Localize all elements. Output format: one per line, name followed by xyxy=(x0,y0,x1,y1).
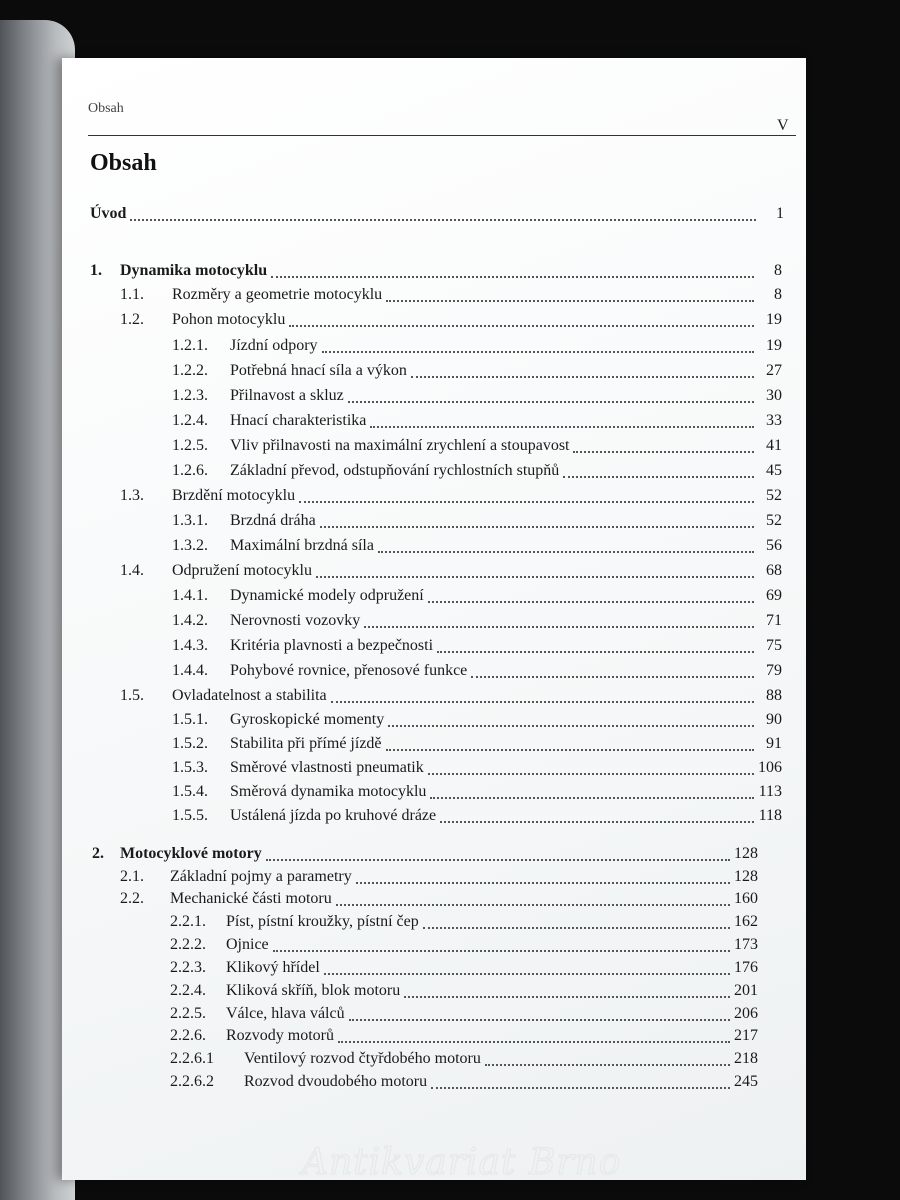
toc-entry-page: 217 xyxy=(734,1027,758,1044)
toc-entry xyxy=(172,807,782,829)
toc-entry xyxy=(172,437,782,459)
dot-leader xyxy=(370,425,754,428)
toc-entry-page: 71 xyxy=(766,612,782,629)
toc-entry-number: 1.5.1. xyxy=(172,711,208,728)
toc-entry xyxy=(120,687,782,709)
toc-entry-number: 2.2.6.1 xyxy=(170,1050,214,1067)
toc-entry xyxy=(172,662,782,684)
toc-entry-title: Směrové vlastnosti pneumatik xyxy=(230,759,424,776)
toc-entry-page: 218 xyxy=(734,1050,758,1067)
toc-entry-number: 1.3.1. xyxy=(172,512,208,529)
dot-leader xyxy=(324,972,730,975)
toc-entry-title: Maximální brzdná síla xyxy=(230,537,374,554)
toc-entry xyxy=(170,1050,758,1072)
toc-entry-title: Směrová dynamika motocyklu xyxy=(230,783,427,800)
toc-entry-title: Motocyklové motory xyxy=(120,845,262,862)
toc-entry-title: Jízdní odpory xyxy=(230,337,318,354)
toc-entry-page: 56 xyxy=(766,537,782,554)
toc-entry-number: 2. xyxy=(92,845,104,862)
dot-leader xyxy=(130,218,756,221)
toc-entry-title: Nerovnosti vozovky xyxy=(230,612,361,629)
dot-leader xyxy=(386,299,754,302)
toc-entry-title: Úvod xyxy=(90,205,127,222)
toc-entry-page: 75 xyxy=(766,637,782,654)
toc-entry-number: 2.2.5. xyxy=(170,1005,206,1022)
toc-entry-number: 1.2.3. xyxy=(172,387,208,404)
toc-entry-page: 118 xyxy=(758,807,782,824)
dot-leader xyxy=(378,550,754,553)
toc-entry xyxy=(170,913,758,935)
toc-entry-page: 173 xyxy=(734,936,758,953)
toc-entry-page: 33 xyxy=(766,412,782,429)
toc-entry-title: Kliková skříň, blok motoru xyxy=(226,982,401,999)
dot-leader xyxy=(428,600,754,603)
toc-entry-number: 1.4.3. xyxy=(172,637,208,654)
toc-entry-title: Klikový hřídel xyxy=(226,959,320,976)
dot-leader xyxy=(271,275,754,278)
toc-entry-number: 1.2.6. xyxy=(172,462,208,479)
dot-leader xyxy=(404,995,730,998)
dot-leader xyxy=(299,500,754,503)
toc-entry-number: 2.2.1. xyxy=(170,913,206,930)
toc-entry-number: 2.1. xyxy=(120,868,144,885)
toc-entry-number: 1.2.2. xyxy=(172,362,208,379)
dot-leader xyxy=(316,575,754,578)
toc-entry xyxy=(172,362,782,384)
toc-entry-number: 2.2.2. xyxy=(170,936,206,953)
dot-leader xyxy=(431,1086,730,1089)
toc-entry-title: Ustálená jízda po kruhové dráze xyxy=(230,807,437,824)
toc-entry-page: 8 xyxy=(774,286,782,303)
dot-leader xyxy=(322,350,754,353)
dot-leader xyxy=(437,650,754,653)
toc-entry-title: Píst, pístní kroužky, pístní čep xyxy=(226,913,419,930)
toc-entry-number: 1.3.2. xyxy=(172,537,208,554)
toc-entry-page: 52 xyxy=(766,512,782,529)
toc-entry-title: Gyroskopické momenty xyxy=(230,711,385,728)
toc-entry-page: 245 xyxy=(734,1073,758,1090)
dot-leader xyxy=(349,1018,730,1021)
dot-leader xyxy=(423,926,730,929)
toc-entry-chapter-2 xyxy=(92,845,758,867)
dot-leader xyxy=(289,324,754,327)
dot-leader xyxy=(336,903,730,906)
toc-entry-title: Pohon motocyklu xyxy=(172,311,286,328)
running-head: Obsah xyxy=(88,101,124,116)
dot-leader xyxy=(411,375,754,378)
page-number: V xyxy=(777,117,789,134)
toc-entry-page: 128 xyxy=(734,868,758,885)
toc-entry-title: Základní převod, odstupňování rychlostních stupňů xyxy=(230,462,560,479)
toc-entry-title: Pohybové rovnice, přenosové funkce xyxy=(230,662,468,679)
toc-entry-number: 1.5.2. xyxy=(172,735,208,752)
toc-entry-number: 1.1. xyxy=(120,286,144,303)
toc-entry-page: 128 xyxy=(734,845,758,862)
toc-entry-page: 8 xyxy=(774,262,782,279)
dot-leader xyxy=(348,400,754,403)
toc-entry-number: 1.2.5. xyxy=(172,437,208,454)
toc-entry-page: 160 xyxy=(734,890,758,907)
toc-entry-title: Válce, hlava válců xyxy=(226,1005,345,1022)
toc-entry xyxy=(172,462,782,484)
toc-entry xyxy=(172,783,782,805)
dot-leader xyxy=(356,881,730,884)
toc-entry-page: 19 xyxy=(766,337,782,354)
dot-leader xyxy=(266,858,730,861)
toc-entry-page: 69 xyxy=(766,587,782,604)
toc-entry-page: 52 xyxy=(766,487,782,504)
toc-entry-page: 201 xyxy=(734,982,758,999)
toc-entry-page: 79 xyxy=(766,662,782,679)
toc-entry xyxy=(172,759,782,781)
dot-leader xyxy=(485,1063,730,1066)
toc-entry-number: 1.4.1. xyxy=(172,587,208,604)
toc-entry-page: 113 xyxy=(758,783,782,800)
toc-entry-number: 1.5.3. xyxy=(172,759,208,776)
toc-entry-title: Ovladatelnost a stabilita xyxy=(172,687,327,704)
toc-entry-title: Dynamické modely odpružení xyxy=(230,587,424,604)
toc-entry-title: Hnací charakteristika xyxy=(230,412,367,429)
dot-leader xyxy=(573,450,754,453)
toc-entry-number: 1.2.4. xyxy=(172,412,208,429)
toc-entry-number: 1.2. xyxy=(120,311,144,328)
toc-entry-number: 1. xyxy=(90,262,102,279)
toc-entry-title: Odpružení motocyklu xyxy=(172,562,312,579)
toc-entry-number: 2.2.6.2 xyxy=(170,1073,214,1090)
toc-entry-title: Kritéria plavnosti a bezpečnosti xyxy=(230,637,434,654)
toc-entry-title: Rozvody motorů xyxy=(226,1027,334,1044)
dot-leader xyxy=(471,675,754,678)
toc-entry xyxy=(172,537,782,559)
toc-entry xyxy=(120,311,782,333)
dot-leader xyxy=(440,820,754,823)
dot-leader xyxy=(364,625,754,628)
toc-entry-number: 2.2.4. xyxy=(170,982,206,999)
dot-leader xyxy=(428,772,754,775)
toc-entry-title: Brzdná dráha xyxy=(230,512,316,529)
toc-entry xyxy=(172,412,782,434)
toc-entry-page: 41 xyxy=(766,437,782,454)
toc-entry-number: 1.4. xyxy=(120,562,144,579)
dot-leader xyxy=(331,700,754,703)
toc-entry xyxy=(172,735,782,757)
dot-leader xyxy=(563,475,754,478)
toc-entry-number: 2.2.6. xyxy=(170,1027,206,1044)
toc-entry-title: Ventilový rozvod čtyřdobého motoru xyxy=(244,1050,481,1067)
toc-entry-number: 1.4.2. xyxy=(172,612,208,629)
toc-entry-page: 206 xyxy=(734,1005,758,1022)
toc-entry-chapter-1 xyxy=(90,262,782,284)
toc-entry xyxy=(172,337,782,359)
toc-entry-page: 90 xyxy=(766,711,782,728)
toc-entry-page: 45 xyxy=(766,462,782,479)
toc-entry xyxy=(120,562,782,584)
dot-leader xyxy=(320,525,754,528)
toc-entry-page: 91 xyxy=(766,735,782,752)
toc-entry-title: Rozvod dvoudobého motoru xyxy=(244,1073,428,1090)
toc-entry-title: Ojnice xyxy=(226,936,269,953)
toc-entry xyxy=(170,1073,758,1095)
toc-entry-page: 30 xyxy=(766,387,782,404)
watermark: Antikvariat Brno xyxy=(302,1142,622,1183)
toc-entry xyxy=(170,1005,758,1027)
toc-entry xyxy=(170,1027,758,1049)
toc-entry-page: 68 xyxy=(766,562,782,579)
toc-entry-number: 1.3. xyxy=(120,487,144,504)
toc-entry-title: Dynamika motocyklu xyxy=(120,262,268,279)
toc-entry-page: 88 xyxy=(766,687,782,704)
toc-entry-number: 1.5.5. xyxy=(172,807,208,824)
dot-leader xyxy=(386,748,754,751)
dot-leader xyxy=(388,724,754,727)
toc-entry xyxy=(120,487,782,509)
toc-entry-title: Vliv přilnavosti na maximální zrychlení a stoupavost xyxy=(230,437,570,454)
toc-entry xyxy=(172,711,782,733)
toc-entry xyxy=(170,959,758,981)
toc-entry-number: 1.5.4. xyxy=(172,783,208,800)
toc-entry-intro xyxy=(90,205,784,227)
toc-entry-number: 2.2. xyxy=(120,890,144,907)
toc-entry-title: Potřebná hnací síla a výkon xyxy=(230,362,407,379)
toc-entry-title: Rozměry a geometrie motocyklu xyxy=(172,286,383,303)
toc-entry-number: 1.5. xyxy=(120,687,144,704)
toc-entry xyxy=(172,587,782,609)
toc-entry-number: 1.4.4. xyxy=(172,662,208,679)
page-title: Obsah xyxy=(90,150,157,176)
toc-entry-page: 106 xyxy=(758,759,782,776)
toc-entry-title: Brzdění motocyklu xyxy=(172,487,296,504)
dot-leader xyxy=(338,1040,730,1043)
toc-entry-page: 176 xyxy=(734,959,758,976)
toc-entry-page: 162 xyxy=(734,913,758,930)
toc-entry xyxy=(172,512,782,534)
toc-entry-page: 27 xyxy=(766,362,782,379)
toc-entry xyxy=(170,982,758,1004)
toc-entry-number: 1.2.1. xyxy=(172,337,208,354)
toc-entry-title: Stabilita při přímé jízdě xyxy=(230,735,382,752)
toc-entry xyxy=(172,387,782,409)
toc-entry xyxy=(120,890,758,912)
toc-entry xyxy=(120,868,758,890)
toc-entry xyxy=(172,637,782,659)
toc-entry xyxy=(170,936,758,958)
toc-entry xyxy=(120,286,782,308)
toc-entry-title: Přilnavost a skluz xyxy=(230,387,344,404)
toc-entry-page: 1 xyxy=(776,205,784,222)
dot-leader xyxy=(273,949,730,952)
toc-entry xyxy=(172,612,782,634)
toc-entry-title: Základní pojmy a parametry xyxy=(170,868,352,885)
dot-leader xyxy=(430,796,754,799)
toc-entry-page: 19 xyxy=(766,311,782,328)
toc-entry-number: 2.2.3. xyxy=(170,959,206,976)
toc-entry-title: Mechanické části motoru xyxy=(170,890,332,907)
